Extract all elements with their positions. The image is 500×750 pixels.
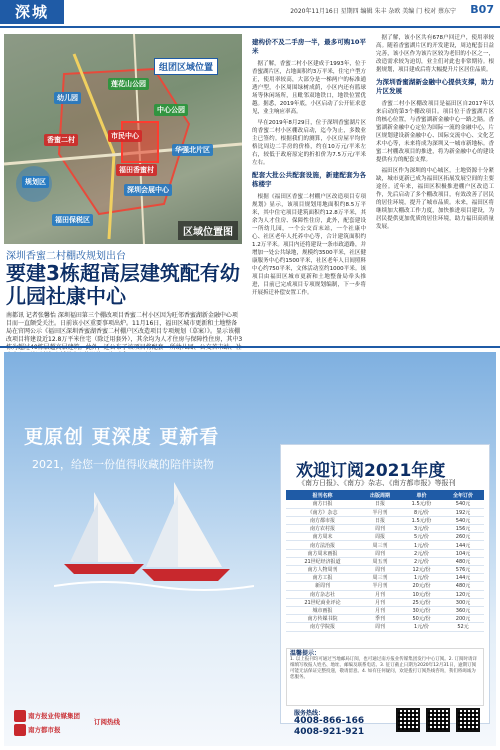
table-cell: 576元: [442, 566, 484, 574]
table-cell: 3元/份: [401, 525, 442, 533]
table-cell: 120元: [442, 590, 484, 598]
table-cell: 南方传媒书院: [286, 615, 359, 623]
table-cell: 南方周末画报: [286, 549, 359, 557]
map-label-convention: 深圳会展中心: [124, 184, 172, 196]
logo-hotline: [94, 717, 120, 726]
map-label-kindergarten: 幼儿园: [54, 92, 81, 104]
article-subtitle: 深圳香蜜二村棚改规划出台: [6, 251, 126, 262]
page-number: B07: [470, 3, 494, 16]
issue-line: 2020年11月16日 星期四 编辑 朱丰 杂欧 美编 门 校对 蔡东宁: [290, 8, 456, 15]
table-cell: 周刊: [359, 566, 401, 574]
notes-text: 1. 以上报刊均可通过当地邮局订阅，也可通过南方报业传媒集团发行中心订阅。2. 订阅时请详细填写收报人姓名、地址、邮编及联系电话。3. 征订截止日期为2020年12月31日，逾期订阅可能无法保证完整投递，敬请留意。4. 如有任何疑问，欢迎拨打订阅热线咨询，我们将竭诚为您服务。: [290, 657, 477, 680]
table-row: [286, 541, 484, 549]
table-cell: 南方周末: [286, 533, 359, 541]
brand-logo-icon: [14, 710, 26, 722]
table-cell: 周刊: [359, 549, 401, 557]
table-cell: 新周刊: [286, 582, 359, 590]
table-cell: 8元/份: [401, 508, 442, 516]
table-cell: 南方工报: [286, 574, 359, 582]
table-cell: 5元/份: [401, 533, 442, 541]
table-cell: 1.5元/份: [401, 516, 442, 524]
table-cell: 周三刊: [359, 574, 401, 582]
table-cell: 南方学院报: [286, 623, 359, 631]
table-cell: 540元: [442, 516, 484, 524]
table-cell: 20元/份: [401, 582, 442, 590]
table-cell: 360元: [442, 606, 484, 614]
subscription-ad: [4, 352, 496, 746]
table-cell: 50元/份: [401, 615, 442, 623]
table-cell: 156元: [442, 525, 484, 533]
table-row: [286, 549, 484, 557]
table-cell: 周报: [359, 533, 401, 541]
map-label-community: 香蜜二村: [44, 134, 78, 146]
table-cell: 城市画报: [286, 606, 359, 614]
table-cell: 1元/份: [401, 574, 442, 582]
table-cell: 月刊: [359, 590, 401, 598]
article-lead: 南都讯 记者张馨怡 深圳福田第三个棚改项目香蜜二村小区因为旺邻香蜜湖新金融中心项目而一直颇受关注。日前该小区重要事项出炉。11月16日，福田区城市更新和土地整备局在官网公示《福田区深圳香蜜湖香蜜二村棚户区改造项目专项规划（草案）》。显示该棚改项目将建设近12.8万平米住宅（除迁用套外），其余均为人才住房与保障性住房，其中3: [6, 312, 243, 343]
map-title: 组团区域位置: [154, 58, 218, 75]
map-label-village: 福田香蜜村: [116, 164, 157, 176]
column-b-subhead: 为深圳香蜜湖新金融中心提供支撑，助力片区发展: [376, 78, 494, 95]
table-cell: 12元/份: [401, 566, 442, 574]
column-b-paragraph: 福田区作为深圳的中心城区，土地资源十分紧缺，城市更新已成为福田区拓展发展空间的主要途径。近年来，福田区积极推进棚户区改造工作，先后启动了多个棚改项目，有效改善了居民的居住环境，提升了城市品质。未来，福田区将继续加大棚改工作力度，加快推进项目建设，为居民提供更加优质的居住环境，助力福田高质量发展。: [376, 168, 494, 230]
map-label-center-park: 中心公园: [154, 104, 188, 116]
table-cell: 1.5元/份: [401, 500, 442, 508]
table-row: [286, 566, 484, 574]
qr-code-icon: [456, 708, 480, 732]
column-a-subhead-2: 配套大批公共配套设施，新建配套为各栋楼宇: [252, 171, 366, 188]
table-cell: 480元: [442, 582, 484, 590]
table-cell: 半月刊: [359, 508, 401, 516]
logo-newspaper: [14, 724, 61, 736]
column-a-paragraph: 根据《福田区香蜜二村棚户区改造项目专项规划》显示，该项目规划用地面积约8.5万平米，其中住宅项目建筑面积约12.8万平米，其余为人才住房、保障性住房，此外，配套建设一所幼儿园，一个公交首末站，一个社康中心、社区老年人托养中心等，合计建筑面积约1.2万平米。项目内还将建设一条市政道路，并增加一处公共绿地，规模约3500平米，社区健康服务中心约1500平米，社区老年人日间照料中心约750平米，文体活动室约1000平米。该项目由福田区城市更新和土地整备局牵头推进，目前已完成项目专项规划编制，下一步将开展拆迁补偿安置工作。: [252, 194, 366, 296]
qr-code-icon: [426, 708, 450, 732]
table-cell: 周刊: [359, 525, 401, 533]
logo-text: 南方报业传媒集团: [28, 712, 80, 720]
ad-papers-line: 《南方日报》、《南方》杂志、《南方都市报》等报刊: [298, 479, 456, 487]
table-cell: 周三刊: [359, 541, 401, 549]
hotline-number: 4008-866-166: [294, 716, 365, 726]
column-a-subhead-1: 建构价不及二手房一半，最多可购10平米: [252, 38, 366, 55]
map-label-city-hall: 市民中心: [108, 130, 142, 142]
logo-bar: [14, 710, 154, 734]
table-cell: 30元/份: [401, 606, 442, 614]
table-cell: 480元: [442, 557, 484, 565]
table-cell: 日报: [359, 516, 401, 524]
table-cell: 300元: [442, 598, 484, 606]
table-cell: 南方农村报: [286, 525, 359, 533]
map-label-planning: 规划区: [22, 176, 49, 188]
table-cell: 52元: [442, 623, 484, 631]
table-cell: 21世纪商业评论: [286, 598, 359, 606]
column-b-paragraph: 香蜜二村小区棚改项目是福田区自2017年以来启动的第3个棚改项目。项目位于香蜜湖片区的核心位置，与香蜜湖新金融中心一路之隔。香蜜湖新金融中心定位为国际一流的金融中心，片区规划建设新金融中心、国际交流中心、文化艺术中心等，未来将成为深圳又一城市新地标。香蜜二村棚改项目的推进，将为新金融中心的建设提供有力的配套支撑。: [376, 101, 494, 163]
map-label-futian: 福田保税区: [52, 214, 93, 226]
table-cell: 月刊: [359, 606, 401, 614]
page-header: [0, 0, 500, 28]
column-a-paragraph: 早在2019年8月29日，位于深圳香蜜湖片区的香蜜二村小区棚改启动，迄今为止，多数业主已签约。根据我们的测算，小区房屋平均价格比周边二手房的价格，约在10万元/平米左右，较低于政府原定的折扣价为7.5万元/平米左右。: [252, 120, 366, 166]
table-cell: 南方都市报: [286, 516, 359, 524]
newspaper-logo-icon: [14, 724, 26, 736]
hotline-numbers: [294, 716, 364, 738]
table-cell: 104元: [442, 549, 484, 557]
column-a-paragraph: 据了解，香蜜二村小区建成于1993年，位于香蜜湖片区，占地面积约3万平米，住宅户型方正，使用率较高，大部分是一梯两户的标准通透户型，小区周围绿树成荫，小区内还有篮球场等休闲场所，且毗邻双地铁口，地铁位置优越。据悉，2019年底，小区启动了公开征求意见，业主响应率高。: [252, 61, 366, 115]
table-cell: 144元: [442, 574, 484, 582]
table-cell: 540元: [442, 500, 484, 508]
table-row: [286, 516, 484, 524]
table-cell: 2元/份: [401, 557, 442, 565]
ad-slogan: 更原创 更深度 更新看: [24, 426, 220, 448]
sailboats-illustration: [54, 482, 254, 592]
table-cell: 半月刊: [359, 582, 401, 590]
table-cell: 《南方》杂志: [286, 508, 359, 516]
table-cell: 周刊: [359, 623, 401, 631]
table-cell: 月刊: [359, 598, 401, 606]
logo-text: 南方都市报: [28, 726, 61, 734]
table-row: [286, 574, 484, 582]
table-row: [286, 533, 484, 541]
map-label-district: 华强北片区: [172, 144, 213, 156]
table-cell: 南方杂志社: [286, 590, 359, 598]
section-divider: [0, 346, 500, 348]
table-cell: 10元/份: [401, 590, 442, 598]
table-cell: 1元/份: [401, 541, 442, 549]
table-row: [286, 500, 484, 508]
table-row: [286, 606, 484, 614]
table-row: [286, 615, 484, 623]
qr-code-icon: [396, 708, 420, 732]
table-cell: 1元/份: [401, 623, 442, 631]
article-column-b: [376, 34, 494, 336]
hotline-label: 服务热线：: [294, 710, 325, 717]
ad-subline: 2021，给您一份值得收藏的陪伴读物: [32, 458, 214, 471]
table-cell: 144元: [442, 541, 484, 549]
column-b-paragraph: 据了解，该小区共有678户回迁户，使用率较高。随着香蜜湖片区的开发建设，周边配套日益完善，该小区作为该片区较为老旧的小区之一，改造需求较为迫切，业主们对此也非常期待。根据规划，项目建成后将大幅提升片区居住品质。: [376, 35, 494, 73]
hotline-number: 4008-921-921: [294, 727, 365, 737]
table-cell: 192元: [442, 508, 484, 516]
logo-text: 订阅热线: [94, 718, 120, 726]
map-label-park: 莲花山公园: [108, 78, 149, 90]
notes-title: 温馨提示：: [290, 650, 321, 657]
table-cell: 南方法治报: [286, 541, 359, 549]
map-caption: 区域位置图: [178, 221, 238, 240]
table-row: [286, 525, 484, 533]
logo-group: [14, 710, 80, 722]
ad-title: 欢迎订阅2021年度: [296, 461, 446, 481]
table-cell: 南方人物周刊: [286, 566, 359, 574]
table-cell: 25元/份: [401, 598, 442, 606]
article-headline: 要建3栋超高层建筑配有幼儿园社康中心: [6, 261, 240, 308]
location-map: [4, 34, 242, 244]
table-cell: 南方日报: [286, 500, 359, 508]
table-header-row: [286, 490, 484, 500]
table-cell: 日报: [359, 500, 401, 508]
table-cell: 2元/份: [401, 549, 442, 557]
table-header: 报刊名称: [286, 490, 359, 500]
table-row: [286, 508, 484, 516]
table-header: 全年订价: [442, 490, 484, 500]
table-row: [286, 582, 484, 590]
table-row: [286, 590, 484, 598]
table-cell: 季刊: [359, 615, 401, 623]
table-cell: 260元: [442, 533, 484, 541]
article-column-a: [252, 34, 366, 336]
table-cell: 21世纪经济报道: [286, 557, 359, 565]
table-row: [286, 557, 484, 565]
table-row: [286, 598, 484, 606]
table-cell: 周五刊: [359, 557, 401, 565]
table-header: 单价: [401, 490, 442, 500]
notes-box: [286, 648, 484, 706]
table-header: 出版周期: [359, 490, 401, 500]
subscription-table: [286, 490, 484, 632]
table-cell: 200元: [442, 615, 484, 623]
section-tag: 深城: [0, 0, 64, 24]
table-row: [286, 623, 484, 631]
